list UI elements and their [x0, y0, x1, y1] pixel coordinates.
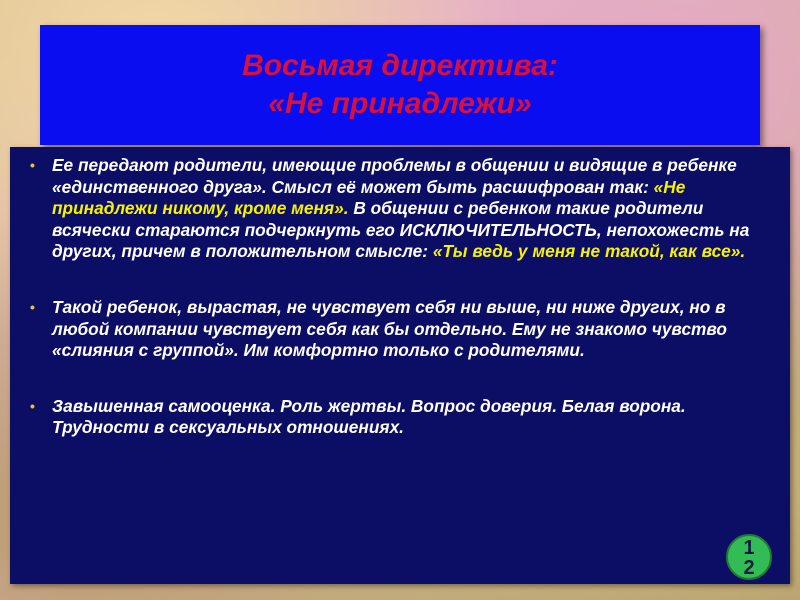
paragraph-1-text-b: В общении с ребенком такие родители всячески стараются подчеркнуть его ИСКЛЮЧИТЕЛЬНОСТЬ, непохожесть на других, причем в положительном смысле:: [52, 198, 750, 262]
slide-body: [10, 147, 790, 584]
bullet-icon: •: [30, 298, 35, 315]
bullet-paragraph-2: [30, 297, 776, 362]
paragraph-1-highlight-a: «Не принадлежи никому, кроме меня».: [52, 176, 686, 219]
paragraph-1-highlight-b: «Ты ведь у меня не такой, как все».: [432, 241, 746, 262]
paragraph-1-text-a: Ее передают родители, имеющие проблемы в общении и видящие в ребенке «единственного друга». Смысл её может быть расшифрован так:: [52, 155, 737, 197]
bullet-icon: •: [30, 157, 35, 173]
slide-title-box: [40, 25, 760, 145]
paragraph-2-text: Такой ребенок, вырастая, не чувствует себя ни выше, ни ниже других, но в любой компании чувствует себя как бы отдельно. Ему не знакомо чувство «слияния с группой». Им комфортно только с родителями.: [52, 296, 727, 361]
slide-title-line-2: «Не принадлежи»: [268, 87, 532, 120]
page-number-digit-1: 1: [743, 537, 755, 559]
page-number-digit-2: 2: [743, 557, 755, 579]
slide-title-line-1: Восьмая директива:: [242, 49, 558, 82]
bullet-paragraph-1: [30, 155, 776, 263]
bullet-paragraph-3: [30, 396, 776, 439]
paragraph-3-text: Завышенная самооценка. Роль жертвы. Вопрос доверия. Белая ворона. Трудности в сексуальных отношениях.: [52, 395, 686, 438]
page-number-badge: [726, 534, 772, 580]
bullet-icon: •: [30, 397, 35, 414]
